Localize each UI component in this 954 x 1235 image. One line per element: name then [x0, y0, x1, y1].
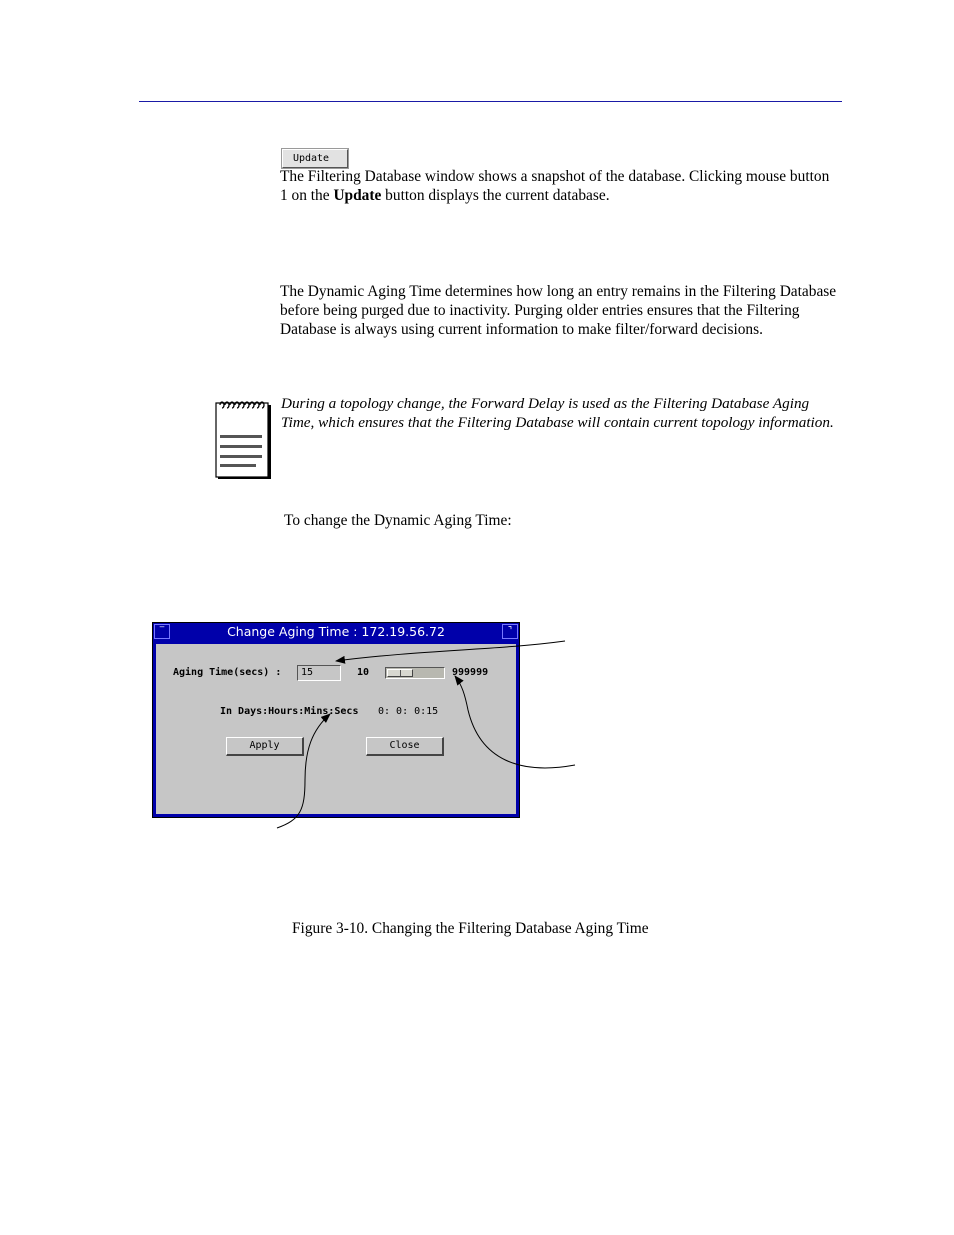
callout-line-slider — [455, 676, 575, 768]
note-text: During a topology change, the Forward Delay is used as the Filtering Database Aging Time, which ensures that the Filtering Database will contain current topology information. — [281, 395, 834, 431]
apply-button[interactable]: Apply — [226, 737, 304, 756]
slider-min-label: 10 — [357, 667, 370, 678]
callout-line-aging-input — [336, 641, 565, 661]
aging-time-input[interactable]: 15 — [297, 665, 341, 681]
dialog-title: Change Aging Time : 172.19.56.72 — [227, 624, 445, 639]
dhms-label: In Days:Hours:Mins:Secs — [220, 706, 359, 717]
figure-caption: Figure 3-10. Changing the Filtering Database Aging Time — [292, 920, 649, 937]
resize-icon[interactable]: ⌝ — [502, 624, 518, 639]
procedure-intro: To change the Dynamic Aging Time: — [284, 512, 512, 529]
slider-max-label: 999999 — [452, 667, 489, 678]
update-button[interactable]: Update — [282, 149, 348, 168]
callout-line-dhms — [277, 714, 330, 828]
window-menu-icon[interactable]: ‾ — [154, 624, 170, 639]
update-paragraph: The Filtering Database window shows a snapshot of the database. Clicking mouse button 1 on the Update button displays the current database. — [280, 168, 830, 204]
dhms-value: 0: 0: 0:15 — [378, 706, 439, 717]
aging-time-label: Aging Time(secs) : — [173, 667, 282, 678]
aging-paragraph: The Dynamic Aging Time determines how long an entry remains in the Filtering Database before being purged due to inactivity. Purging older entries ensures that the Filtering Database is always using current information to make filter/forward decisions. — [280, 283, 837, 338]
close-button[interactable]: Close — [366, 737, 444, 756]
